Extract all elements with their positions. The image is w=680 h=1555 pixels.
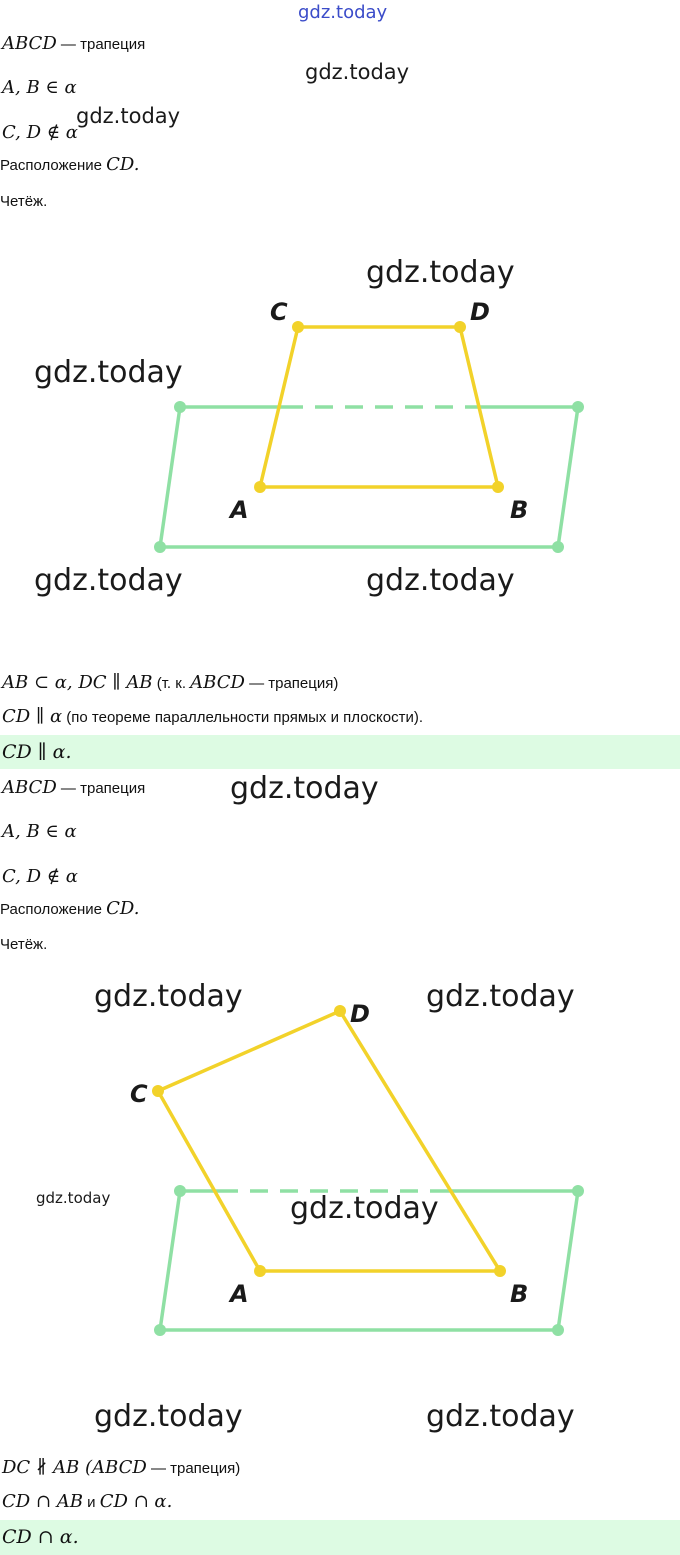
trapezoid-abcd <box>152 1005 506 1277</box>
watermark: gdz.today <box>290 1191 439 1226</box>
answer-1: CD ∥ α. <box>2 741 72 763</box>
drawing-caption-1: Четёж. <box>0 193 48 210</box>
reasoning-text: — трапеция) <box>244 675 339 692</box>
watermark: gdz.today <box>94 1399 243 1434</box>
given-trapezoid-text: — трапеция <box>56 36 146 53</box>
given-trapezoid-2 <box>2 777 145 798</box>
reasoning-2-line-1 <box>2 1457 240 1478</box>
reasoning-math: ABCD <box>190 672 245 693</box>
given-trapezoid-math: ABCD <box>2 777 57 798</box>
point-label-a: A <box>230 496 249 524</box>
point-label-a: A <box>230 1280 249 1308</box>
point-label-b: B <box>510 496 529 524</box>
question-math: CD. <box>106 898 140 919</box>
given-trapezoid-1 <box>2 33 145 54</box>
answer-highlight-2 <box>0 1520 680 1555</box>
reasoning-math: CD ∥ α <box>2 706 63 727</box>
point-label-b: B <box>510 1280 529 1308</box>
watermark: gdz.today <box>426 979 575 1014</box>
given-points-in-plane-1: A, B ∈ α <box>2 77 77 98</box>
given-trapezoid-text: — трапеция <box>56 780 146 797</box>
given-points-not-in-plane-2: C, D ∉ α <box>2 866 78 887</box>
plane-alpha <box>154 401 584 553</box>
point-label-d: D <box>470 298 490 326</box>
given-points-not-in-plane-1: C, D ∉ α <box>2 122 78 143</box>
watermark: gdz.today <box>34 563 183 598</box>
question-2 <box>0 898 139 919</box>
reasoning-math: DC ∦ AB (ABCD <box>2 1457 147 1478</box>
watermark-top: gdz.today <box>298 2 388 23</box>
reasoning-1-line-1 <box>2 672 338 693</box>
watermark: gdz.today <box>230 771 379 806</box>
given-points-in-plane-2: A, B ∈ α <box>2 821 77 842</box>
watermark: gdz.today <box>34 355 183 390</box>
watermark: gdz.today <box>36 1189 111 1207</box>
watermark: gdz.today <box>76 104 181 128</box>
question-text: Расположение <box>0 901 107 918</box>
question-math: CD. <box>106 154 140 175</box>
question-text: Расположение <box>0 157 107 174</box>
point-label-c: C <box>270 298 288 326</box>
point-label-d: D <box>350 1000 370 1028</box>
watermark: gdz.today <box>94 979 243 1014</box>
answer-highlight-1 <box>0 735 680 769</box>
reasoning-math: CD ∩ α. <box>99 1491 173 1512</box>
watermark: gdz.today <box>426 1399 575 1434</box>
question-1 <box>0 154 139 175</box>
reasoning-text: (по теореме параллельности прямых и плоскости). <box>62 709 424 726</box>
reasoning-math: CD ∩ AB <box>2 1491 83 1512</box>
reasoning-text: (т. к. <box>152 675 191 692</box>
point-label-c: C <box>130 1080 148 1108</box>
watermark: gdz.today <box>305 60 410 84</box>
watermark: gdz.today <box>366 255 515 290</box>
answer-2: CD ∩ α. <box>2 1526 79 1548</box>
reasoning-math: AB ⊂ α, DC ∥ AB <box>2 672 153 693</box>
watermark: gdz.today <box>366 563 515 598</box>
reasoning-2-line-2 <box>2 1491 172 1512</box>
given-trapezoid-math: ABCD <box>2 33 57 54</box>
reasoning-text: — трапеция) <box>146 1460 241 1477</box>
drawing-caption-2: Четёж. <box>0 936 48 953</box>
reasoning-text: и <box>82 1494 100 1511</box>
reasoning-1-line-2 <box>2 706 423 727</box>
